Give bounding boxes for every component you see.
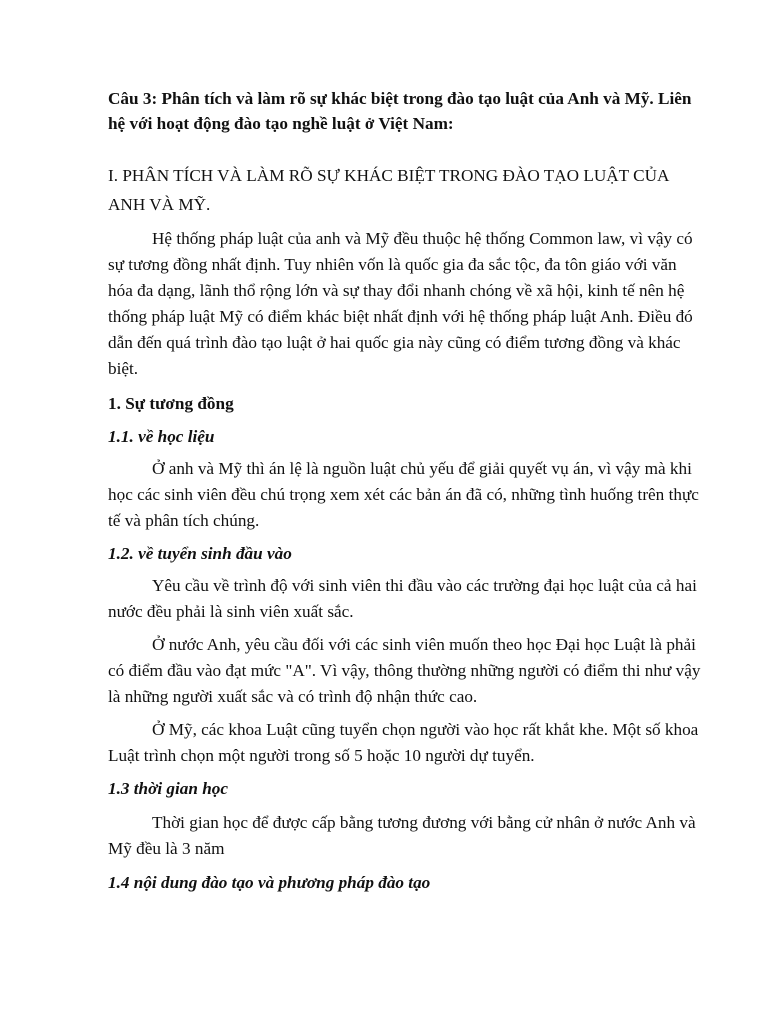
- intro-line-6: biệt.: [108, 359, 139, 378]
- item-1-3-heading: 1.3 thời gian học: [108, 779, 229, 798]
- item-1-2-heading: 1.2. về tuyển sinh đầu vào: [108, 544, 292, 563]
- item-1-2-para2-line-3: là những người xuất sắc và có trình độ nhận thức cao.: [108, 687, 478, 706]
- subsection-1-heading: 1. Sự tương đồng: [108, 394, 234, 413]
- item-1-3-line-1: Thời gian học để được cấp bằng tương đương với bằng cử nhân ở nước Anh và: [152, 813, 696, 832]
- item-1-3-line-2: Mỹ đều là 3 năm: [108, 839, 225, 858]
- item-1-2-para2-line-2: có điểm đầu vào đạt mức "A". Vì vậy, thông thường những người có điểm thi như vậy: [108, 661, 701, 680]
- section-heading-line-1: I. PHÂN TÍCH VÀ LÀM RÕ SỰ KHÁC BIỆT TRONG ĐÀO TẠO LUẬT CỦA: [108, 166, 670, 185]
- intro-line-5: dẫn đến quá trình đào tạo luật ở hai quốc gia này cũng có điểm tương đồng và khác: [108, 333, 681, 352]
- section-heading-line-2: ANH VÀ MỸ.: [108, 195, 211, 214]
- item-1-1-line-3: tế và phân tích chúng.: [108, 511, 260, 530]
- item-1-1-line-2: học các sinh viên đều chú trọng xem xét các bản án đã có, những tình huống trên thực: [108, 485, 699, 504]
- item-1-1-line-1: Ở anh và Mỹ thì án lệ là nguồn luật chủ yếu để giải quyết vụ án, vì vậy mà khi: [152, 459, 692, 478]
- question-line-1: [108, 88, 691, 110]
- item-1-1-heading: 1.1. về học liệu: [108, 427, 215, 446]
- question-line-2: hệ với hoạt động đào tạo nghề luật ở Việt Nam:: [108, 114, 454, 133]
- intro-line-3: hóa đa dạng, lãnh thổ rộng lớn và sự thay đổi nhanh chóng về xã hội, kinh tế nên hệ: [108, 281, 685, 300]
- item-1-2-para3-line-1: Ở Mỹ, các khoa Luật cũng tuyển chọn người vào học rất khắt khe. Một số khoa: [152, 720, 699, 739]
- item-1-2-para3-line-2: Luật trình chọn một người trong số 5 hoặc 10 người dự tuyển.: [108, 746, 535, 765]
- question-label: Câu 3:: [108, 89, 158, 108]
- intro-line-4: thống pháp luật Mỹ có điểm khác biệt nhất định với hệ thống pháp luật Anh. Điều đó: [108, 307, 693, 326]
- intro-line-1: Hệ thống pháp luật của anh và Mỹ đều thuộc hệ thống Common law, vì vậy có: [152, 229, 693, 248]
- question-text: Phân tích và làm rõ sự khác biệt trong đào tạo luật của Anh và Mỹ. Liên: [157, 89, 692, 108]
- item-1-2-para1-line-2: nước đều phải là sinh viên xuất sắc.: [108, 602, 354, 621]
- intro-line-2: sự tương đồng nhất định. Tuy nhiên vốn là quốc gia đa sắc tộc, đa tôn giáo với văn: [108, 255, 677, 274]
- item-1-4-heading: 1.4 nội dung đào tạo và phương pháp đào tạo: [108, 873, 431, 892]
- item-1-2-para1-line-1: Yêu cầu về trình độ với sinh viên thi đầu vào các trường đại học luật của cả hai: [152, 576, 697, 595]
- item-1-2-para2-line-1: Ở nước Anh, yêu cầu đối với các sinh viên muốn theo học Đại học Luật là phải: [152, 635, 696, 654]
